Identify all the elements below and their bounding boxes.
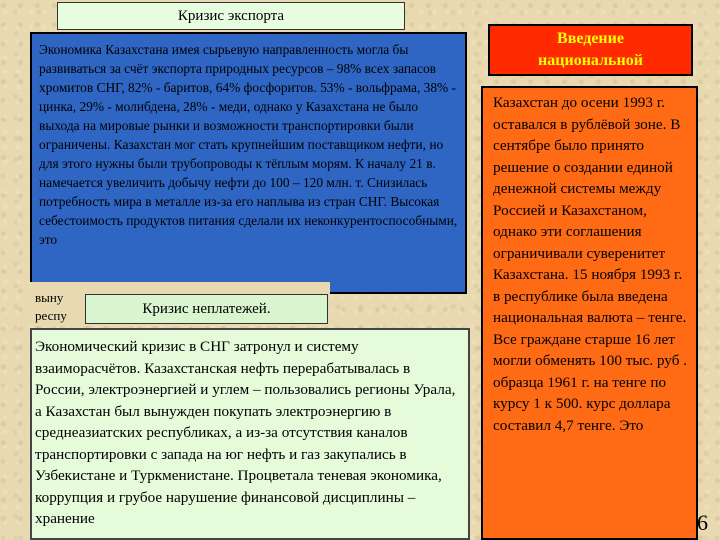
- export-crisis-text-box: [30, 32, 467, 294]
- national-currency-text: Казахстан до осени 1993 г. оставался в рублёвой зоне. В сентябре было принято решение о создании единой денежной системы между Россией и Казахстаном, однако эти соглашения ограничивали суверенитет Казахстана. 15 ноября 1993 г. в республике была введена национальная валюта – тенге. Все граждане старше 16 лет могли обменять 100 тыс. руб . образца 1961 г. на тенге по курсу 1 к 500. курс доллара составил 4,7 тенге. Это: [493, 94, 688, 434]
- national-currency-title-line-1: Введение: [557, 30, 624, 47]
- national-currency-title-line-2: национальной: [538, 52, 643, 69]
- nonpayment-crisis-text: Экономический кризис в СНГ затронул и систему взаиморасчётов. Казахстанская нефть перерабатывалась в России, электроэнергией и углем – пользовались регионы Урала, а Казахстан был вынужден покупать электроэнергию в среднеазиатских республиках, а из-за отсутствия каналов транспортировки с запада на юг нефть и газ закупались в Узбекистане и Туркменистане. Процветала теневая экономика, коррупция и грубое нарушение финансовой дисциплины – хранение: [35, 338, 456, 527]
- national-currency-text-box: [481, 86, 698, 540]
- export-crisis-text: Экономика Казахстана имея сырьевую направленность могла бы развиваться за счёт экспорта природных ресурсов – 98% всех запасов хромитов СНГ, 82% - баритов, 64% фосфоритов. 53% - вольфрама, 38% - цинка, 29% - молибдена, 28% - меди, однако у Казахстана не было выхода на мировые рынки и возможности транспортировки были ограничены. Казахстан мог стать крупнейшим поставщиком нефти, но для этого нужны были трубопроводы к тёплым морям. К началу 21 в. намечается увеличить добычу нефти до 100 – 120 млн. т. Снизилась потребность мира в металле из-за его наплыва из стран СНГ. Высокая себестоимость продуктов питания сделали их неконкурентоспособными, это: [39, 42, 458, 247]
- nonpayment-crisis-title: [85, 294, 328, 324]
- national-currency-title: [488, 24, 693, 76]
- export-crisis-title: [57, 2, 405, 30]
- page-number: 6: [697, 510, 708, 535]
- nonpayment-crisis-title-text: Кризис неплатежей.: [142, 300, 271, 317]
- overflow-line-1-left: выну: [35, 290, 64, 305]
- overflow-line-2-left: респу: [35, 308, 67, 323]
- export-crisis-title-text: Кризис экспорта: [177, 7, 285, 24]
- nonpayment-crisis-text-box: [30, 328, 470, 540]
